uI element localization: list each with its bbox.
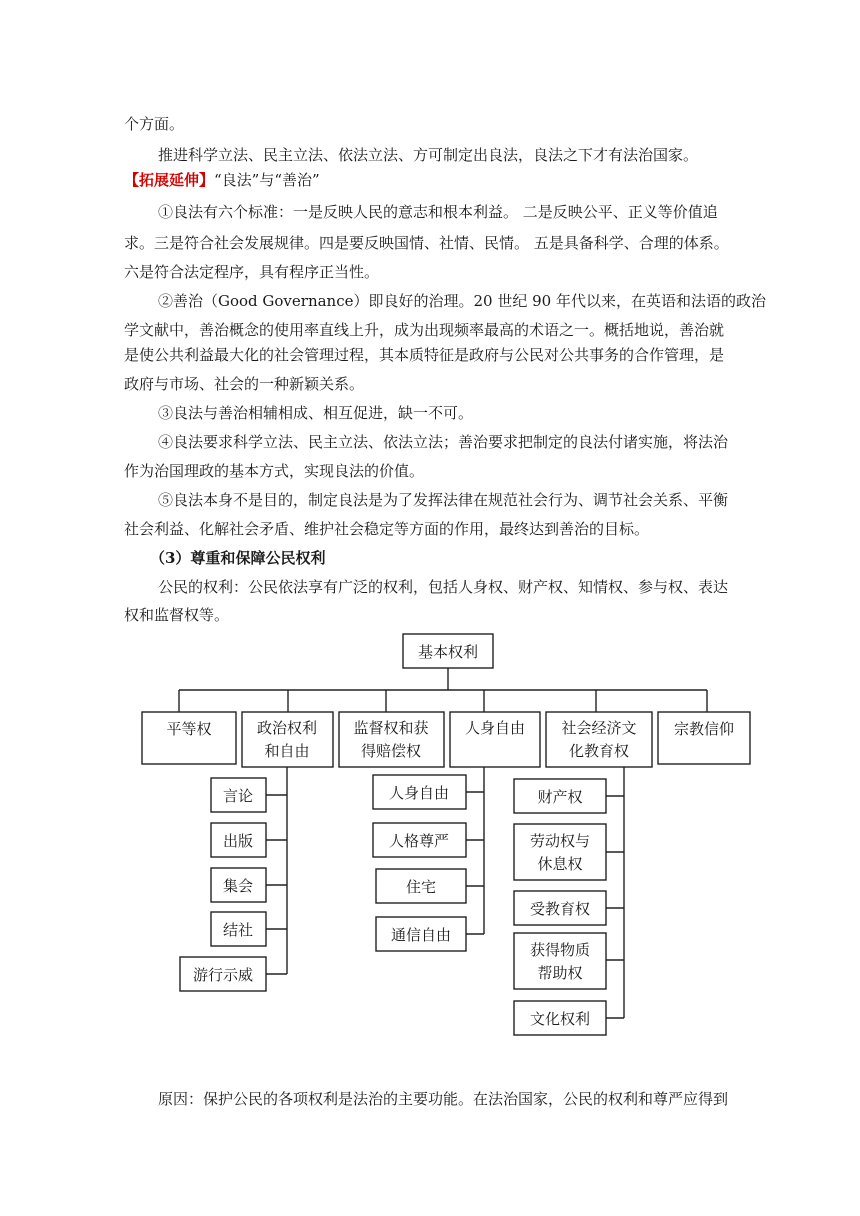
diagram-node-label: 平等权 <box>166 720 212 738</box>
text-line: 政府与市场、社会的一种新颖关系。 <box>124 375 365 393</box>
text-line: ③良法与善治相辅相成、相互促进，缺一不可。 <box>158 404 474 422</box>
text-line: 推进科学立法、民主立法、依法立法、方可制定出良法，良法之下才有法治国家。 <box>158 146 699 164</box>
text-line: 原因：保护公民的各项权利是法治的主要功能。在法治国家，公民的权利和尊严应得到 <box>158 1090 729 1108</box>
diagram-node-label: 得赔偿权 <box>360 742 422 760</box>
diagram-node-label: 获得物质 <box>529 941 591 959</box>
diagram-node-label: 和自由 <box>264 742 310 760</box>
diagram-node-label: 宗教信仰 <box>673 720 735 738</box>
diagram-node-label: 结社 <box>222 921 254 939</box>
diagram-node-label: 人身自由 <box>388 784 450 802</box>
diagram-node-label: 休息权 <box>537 855 583 873</box>
diagram-node-label: 人格尊严 <box>388 832 450 850</box>
diagram-node-label: 通信自由 <box>390 926 452 944</box>
extension-title: “良法”与“善治” <box>214 171 320 189</box>
text-line: 学文献中，善治概念的使用率直线上升，成为出现频率最高的术语之一。概括地说，善治就 <box>124 321 725 339</box>
text-line: 公民的权利：公民依法享有广泛的权利，包括人身权、财产权、知情权、参与权、表达 <box>158 578 729 596</box>
text-line: 六是符合法定程序，具有程序正当性。 <box>124 263 380 281</box>
text-line: 权和监督权等。 <box>124 606 230 624</box>
text-line: ④良法要求科学立法、民主立法、依法立法；善治要求把制定的良法付诸实施，将法治 <box>158 433 729 451</box>
section-heading: （3）尊重和保障公民权利 <box>150 549 326 567</box>
diagram-node-label: 文化权利 <box>529 1010 591 1028</box>
text-line: ①良法有六个标准：一是反映人民的意志和根本利益。 二是反映公平、正义等价值追 <box>158 203 718 221</box>
diagram-node-label: 化教育权 <box>568 742 630 760</box>
text-line: 社会利益、化解社会矛盾、维护社会稳定等方面的作用，最终达到善治的目标。 <box>124 520 650 538</box>
text-line: 是使公共利益最大化的社会管理过程，其本质特征是政府与公民对公共事务的合作管理，是 <box>124 346 725 364</box>
diagram-node-label: 社会经济文 <box>561 719 637 737</box>
diagram-node-label: 出版 <box>222 832 254 850</box>
diagram-node-label: 基本权利 <box>417 643 479 661</box>
text-line: 个方面。 <box>124 115 185 133</box>
diagram-node-label: 言论 <box>222 787 254 805</box>
diagram-node-label: 游行示威 <box>192 966 254 984</box>
diagram-node-label: 监督权和获 <box>353 719 429 737</box>
diagram-node-label: 集会 <box>222 877 254 895</box>
text-line: ②善治（Good Governance）即良好的治理。20 世纪 90 年代以来，在英语和法语的政治 <box>158 292 766 310</box>
diagram-node-label: 财产权 <box>537 788 583 806</box>
extension-tag: 【拓展延伸】 <box>124 171 215 189</box>
diagram-node-label: 帮助权 <box>537 964 583 982</box>
diagram-node-label: 政治权利 <box>256 719 318 737</box>
text-line: 作为治国理政的基本方式，实现良法的价值。 <box>124 462 425 480</box>
text-line: ⑤良法本身不是目的，制定良法是为了发挥法律在规范社会行为、调节社会关系、平衡 <box>158 491 729 509</box>
diagram-node-label: 住宅 <box>405 878 437 896</box>
text-line: 求。三是符合社会发展规律。四是要反映国情、社情、民情。 五是具备科学、合理的体系。 <box>124 234 729 252</box>
diagram-node-label: 受教育权 <box>529 900 591 918</box>
diagram-node-label: 人身自由 <box>464 719 526 737</box>
diagram-node-label: 劳动权与 <box>529 832 591 850</box>
